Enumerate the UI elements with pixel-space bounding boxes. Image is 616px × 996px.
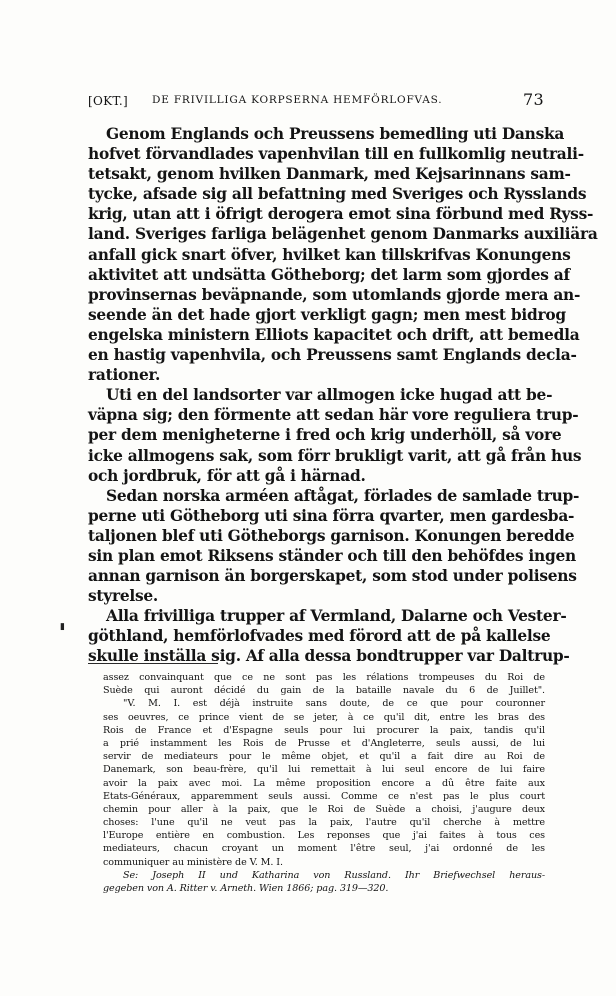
text-line: tycke, afsade sig all befattning med Sveriges och Rysslands — [88, 185, 587, 204]
running-head — [88, 92, 544, 112]
text-line: väpna sig; den förmente att sedan här vore reguliera trup- — [88, 406, 579, 425]
footnote-line: a prié instamment les Rois de Prusse et d'Angleterre, seuls aussi, de lui — [103, 737, 545, 749]
text-line: seende än det hade gjort verkligt gagn; men mest bidrog — [88, 305, 566, 324]
text-line: perne uti Götheborg uti sina förra qvarter, men gardesba- — [88, 506, 575, 525]
footnote-line: "V. M. I. est déjà instruite sans doute, de ce que pour couronner — [123, 698, 545, 710]
margin-mark: ▮ — [60, 622, 65, 632]
footnote-line: l'Europe entière en combustion. Les reponses que j'ai faites à tous ces — [103, 830, 545, 842]
text-line: Genom Englands och Preussens bemedling uti Danska — [106, 125, 565, 143]
footnote-line: servir de mediateurs pour le même objet, et qu'il a fait dire au Roi de — [103, 751, 545, 763]
text-line: rationer. — [88, 366, 161, 385]
text-line: Sedan norska arméen aftågat, förlades de samlade trup- — [106, 486, 580, 505]
text-line: provinsernas beväpnande, som utomlands gjorde mera an- — [88, 285, 581, 304]
month-label: [OKT.] — [88, 94, 129, 108]
text-line: land. Sveriges farliga belägenhet genom Danmarks auxiliära — [88, 225, 598, 244]
footnote-line: Danemark, son beau-frère, qu'il lui remettait à lui seul encore de lui faire — [103, 764, 545, 776]
text-line: icke allmogens sak, som förr brukligt varit, att gå från hus — [88, 446, 582, 465]
footnote-line: ses oeuvres, ce prince vient de se jeter, à ce qu'il dit, entre les bras des — [103, 711, 545, 723]
footnote-line: Rois de France et d'Espagne seuls pour lui procurer la paix, tandis qu'il — [103, 724, 545, 736]
text-line: aktivitet att undsätta Götheborg; det larm som gjordes af — [88, 265, 570, 284]
footnote-line: avoir la paix avec moi. La même proposition encore a dû être faite aux — [103, 777, 545, 789]
footnote-line: assez convainquant que ce ne sont pas les rélations trompeuses du Roi de — [103, 672, 545, 683]
text-line: styrelse. — [88, 587, 159, 606]
text-line: sin plan emot Riksens ständer och till den behöfdes ingen — [88, 546, 576, 565]
footnote-line: Suède qui auront décidé du gain de la bataille navale du 6 de Juillet". — [103, 685, 545, 697]
main-text — [88, 124, 598, 667]
footnote — [103, 671, 545, 895]
text-line: Uti en del landsorter var allmogen icke hugad att be- — [106, 386, 553, 405]
chapter-title: DE FRIVILLIGA KORPSERNA HEMFÖRLOFVAS. — [152, 94, 443, 106]
text-line: engelska ministern Elliots kapacitet och drift, att bemedla — [88, 325, 580, 344]
text-line: taljonen blef uti Götheborgs garnison. Konungen beredde — [88, 526, 575, 545]
footnote-line: mediateurs, chacun croyant un moment l'être seul, j'ai ordonné de les — [103, 843, 545, 855]
text-line: skulle inställa sig. Af alla dessa bondtrupper var Daltrup- — [88, 647, 570, 666]
text-line: och jordbruk, för att gå i härnad. — [88, 466, 366, 485]
footnote-citation-line: Se: Joseph II und Katharina von Russland. Ihr Briefwechsel heraus- — [123, 869, 545, 881]
text-line: per dem menigheterne i fred och krig underhöll, så vore — [88, 426, 562, 445]
text-line: anfall gick snart öfver, hvilket kan tillskrifvas Konungens — [88, 245, 571, 264]
footnote-line: choses: l'une qu'il ne veut pas la paix, l'autre qu'il cherche à mettre — [103, 817, 545, 829]
text-line: en hastig vapenhvila, och Preussens samt Englands decla- — [88, 346, 577, 365]
footnote-rule — [88, 663, 218, 664]
text-line: annan garnison än borgerskapet, som stod under polisens — [88, 567, 577, 586]
text-line: hofvet förvandlades vapenhvilan till en fullkomlig neutrali- — [88, 145, 584, 164]
text-line: krig, utan att i öfrigt derogera emot sina förbund med Ryss- — [88, 205, 594, 224]
footnote-line: Etats-Généraux, apparemment seuls aussi. Comme ce n'est pas le plus court — [103, 790, 545, 802]
footnote-citation-line: gegeben von A. Ritter v. Arneth. Wien 1866; pag. 319—320. — [103, 883, 389, 894]
text-line: göthland, hemförlofvades med förord att de på kallelse — [88, 627, 551, 646]
text-line: Alla frivilliga trupper af Vermland, Dalarne och Vester- — [106, 607, 567, 626]
page-number: 73 — [523, 90, 544, 109]
footnote-line: communiquer au ministère de V. M. I. — [103, 856, 283, 868]
footnote-line: chemin pour aller à la paix, que le Roi de Suède a choisi, j'augure deux — [103, 803, 545, 815]
text-line: tetsakt, genom hvilken Danmark, med Kejsarinnans sam- — [88, 165, 571, 184]
